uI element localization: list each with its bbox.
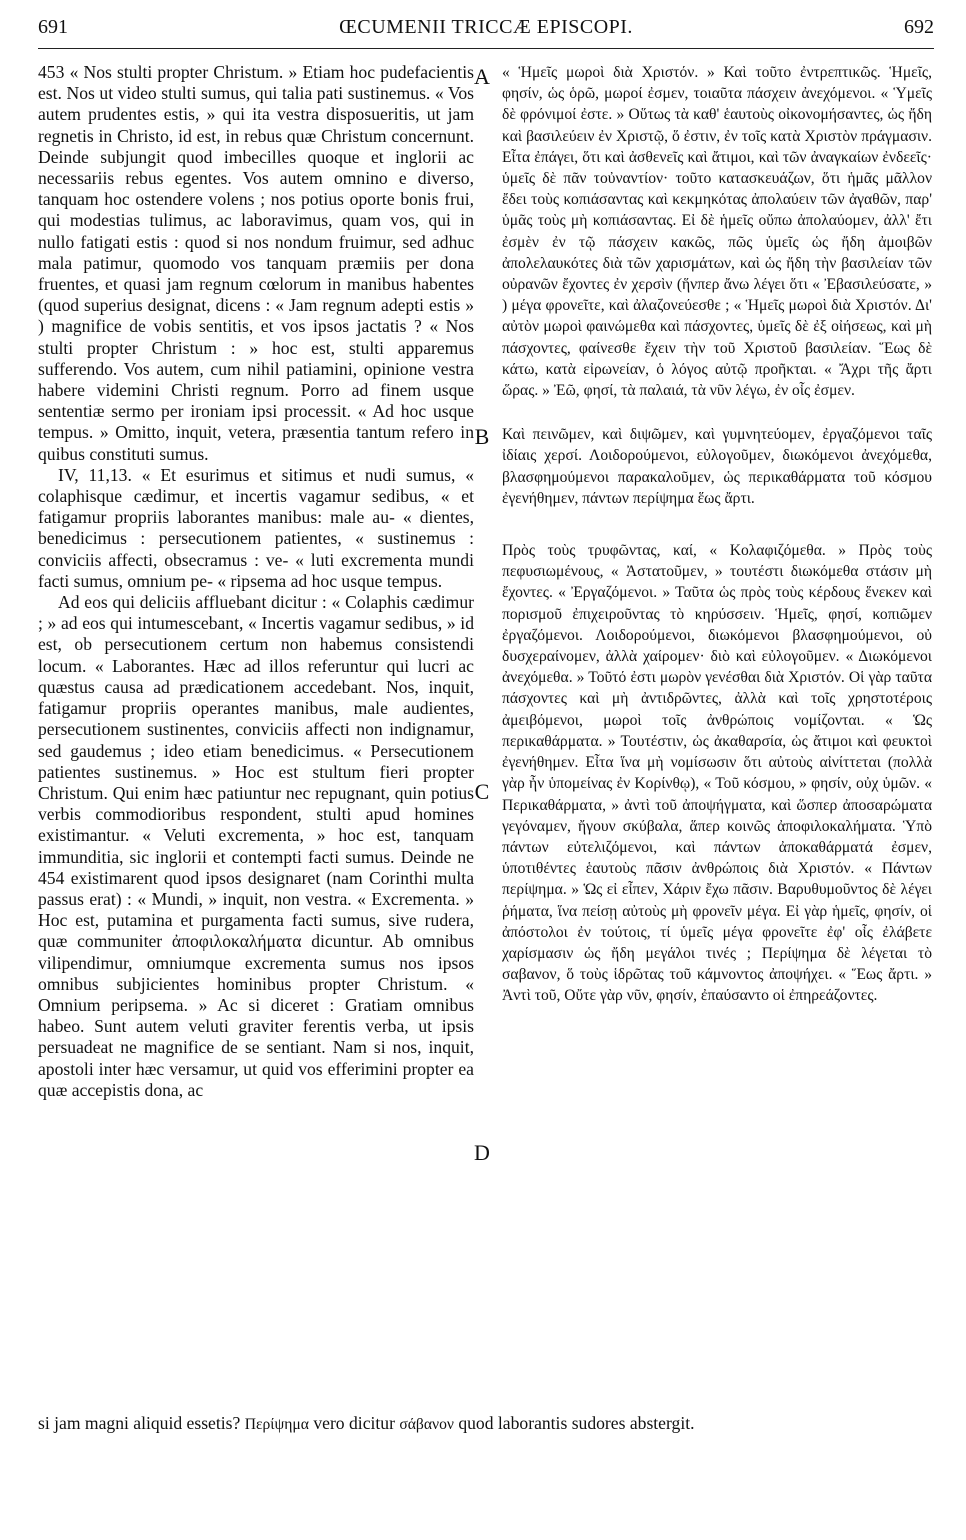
page-number-left: 691 xyxy=(38,16,68,38)
column-marker-a: A xyxy=(474,64,490,89)
latin-paragraph-3: Ad eos qui deliciis affluebant dicitur : « Colaphis cædimur ; » ad eos qui intumescebant, « Incertis vagamur sedibus, » id est, ob persecutionem certum non habemus consistendi locum. « Laborantes. Hæc ad illos referuntur qui lucri ac quæstus causa ad prædicationem accedebant. Nos, inquit, fatigamur propriis operantes manibus, male audientes, persecutionem sustinentes, conviciis affecti non indignamur, sed gaudemus ; ideo etiam benedicimus. « Persecutionem patientes sustinemus. » Hoc est stultum fieri propter Christum. Qui enim hæc patiuntur nec repugnant, quin potius verbis commodioribus respondent, stulti apud homines existimantur. « Veluti excrementa, » hoc est, tanquam immunditia, sic inglorii et contempti facti sumus. Deinde ne 454 existimarent quod ipsos designaret (nam Corinthi multa passus erat) : « Mundi, » inquit, non vestra. « Excrementa. » Hoc est, putamina et purgamenta facti sumus, sive rudera, quæ communiter ἀποφιλοκαλήματα dicuntur. Ab omnibus vilipendimur, omniumque excrementa sumus nos ipsos omnibus subjicientes hominibus propter Christum. « Omnium peripsema. » Ac si diceret : Gratiam omnibus habeo. Sunt autem veluti graviter ferentis verba, ut ipsis persuadeat ne magnifice de se sentiant. Nam si nos, inquit, apostoli inter hæc versamur, ut quid vos efferimini propter ea quæ accepistis dona, ac xyxy=(38,592,474,1100)
column-marker-d: D xyxy=(474,1140,490,1165)
greek-paragraph-2: Καὶ πεινῶμεν, καὶ διψῶμεν, καὶ γυμνητεύομεν, ἐργαζόμενοι ταῖς ἰδίαις χερσί. Λοιδορούμενοι, εὐλογοῦμεν, διωκόμενοι ἀνεχόμεθα, βλασφημούμενοι παρακαλοῦμεν, ὡς περικαθάρματα τοῦ κόσμου ἐγενήθημεν, πάντων περίψημα ἕως ἄρτι. xyxy=(502,426,932,507)
bottom-greek-word-2: σάβανον xyxy=(399,1416,454,1433)
latin-paragraph-1: 453 « Nos stulti propter Christum. » Etiam hoc pudefacientis est. Nos ut video stulti sumus, qui talia pati sustinemus. « Vos autem prudentes estis, » qui ita vestra disposueritis, ut jam regnetis in Christo, id est, in rebus quæ Christum concernunt. Deinde subjungit quod imbecilles quoque et inglorii ac necessariis rebus egentes. Vos autem omnino e diverso, tanquam hoc ostendere volens ; nos potius oporte bonis frui, qui modestias tulimus, ac laboravimus, quam vos, qui in nullo fatigati estis : quod si nos nondum fruimur, sed adhuc mala patimur, quomodo vos tanquam præmiis per dona fruentes, et quasi jam regnum cœlorum in manibus habentes (quod superius designat, dicens : « Jam regnum adepti estis » ) magnifice de vobis sentitis, et vos ipsos jactatis ? « Nos stulti propter Christum : » hoc est, stulti apparemus sufferendo. Vos autem, cum nihil patiamini, opinione vestra habere videmini Christi regnum. Porro ad finem usque sententiæ sermo per ironiam ipsi processit. « Ad hoc usque tempus. » Omitto, inquit, vetera, præsentia tantum refero in quibus constituti sumus. xyxy=(38,62,474,464)
page-number-right: 692 xyxy=(904,16,934,38)
column-marker-b: B xyxy=(474,424,490,449)
bottom-latin-end: quod laborantis sudores abstergit. xyxy=(458,1413,695,1433)
bottom-greek-word: Περίψημα xyxy=(244,1416,309,1433)
running-header xyxy=(38,12,934,46)
bottom-latin-mid: vero dicitur xyxy=(313,1413,395,1433)
latin-column xyxy=(38,62,474,1101)
greek-spacer-1 xyxy=(502,401,932,424)
bottom-continuation-line xyxy=(38,1413,936,1435)
greek-paragraph-3: Πρὸς τοὺς τρυφῶντας, καί, « Κολαφιζόμεθα. » Πρὸς τοὺς πεφυσιωμένους, « Ἀστατοῦμεν, » τουτέστι διωκόμεθα στάσιν μὴ ἔχοντες. « Ἐργαζόμενοι. » Ταῦτα ὡς πρὸς τοὺς κέρδους ἕνεκεν καὶ πορισμοῦ ἐπιχειροῦντας τὸ κηρύσσειν. Ἡμεῖς, φησί, κοπιῶμεν ἐργαζόμενοι. Λοιδορούμενοι, διωκόμενοι βλασφημούμενοι, οὐ δυσχεραίνομεν, ἀλλὰ χαίρομεν· διὸ καὶ εὐλογοῦμεν. « Διωκόμενοι ἀνεχόμεθα. » Τοῦτό ἐστι μωρὸν γενέσθαι διὰ Χριστόν. Οἱ γὰρ ταῦτα πάσχοντες καὶ μὴ ἀντιδρῶντες, ἀλλὰ καὶ τοῖς χρηστοτέροις ἀμειβόμενοι, μωροὶ τοῖς ἀνθρώποις νομίζονται. « Ὡς περικαθάρματα. » Τουτέστιν, ὡς ἀκαθαρσία, ὡς ἄτιμοι καὶ φευκτοὶ ἐγενήθημεν. Εἶτα ἵνα μὴ νομίσωσιν ὅτι αὐτοὺς αἰνίττεται (πολλὰ γὰρ ἦν ὑπομείνας ἐν Κορίνθῳ), « Τοῦ κόσμου, » φησίν, οὐχ ὑμῶν. « Περικαθάρματα, » ἀντὶ τοῦ ἀποψήγματα, καὶ ὥσπερ ἀποσαρώματα γεγόναμεν, ἤγουν σκύβαλα, ἅπερ κοινῶς ἀποφιλοκαλήματα. Ὑπὸ πάντων εὐτελιζόμενοι, καὶ πάντων ἀποκαθάρματά ἐσμεν, ὑποτιθέντες ἑαυτοὺς πᾶσιν ἀνθρώποις διὰ Χριστόν. « Πάντων περίψημα. » Ὡς εἰ εἶπεν, Χάριν ἔχω πᾶσιν. Βαρυθυμοῦντος δὲ λέγει ῥήματα, ἵνα πείσῃ αὐτοὺς μὴ φρονεῖν μέγα. Εἰ γὰρ ἡμεῖς, φησίν, οἱ ἀπόστολοι ἐν τούτοις, τί ὑμεῖς μέγα φρονεῖτε ἐφ' οἷς ἐλάβετε χαρίσμασιν ὡς ἤδη μεγάλοι τινές ; Περίψημα δὲ λέγεται τὸ σαβανον, ὅ τοὺς ἱδρῶτας τοῦ κάμνοντος ἀποψήχει. « Ἕως ἄρτι. » Ἀντὶ τοῦ, Οὔτε γὰρ νῦν, φησίν, ἐπαύσαντο οἱ ἐπηρεάζοντες. xyxy=(502,542,932,1005)
greek-column xyxy=(502,62,932,1007)
greek-paragraph-1: « Ἡμεῖς μωροὶ διὰ Χριστόν. » Καὶ τοῦτο ἐντρεπτικῶς. Ἡμεῖς, φησίν, ὡς ὁρῶ, μωροί ἐσμεν, τοιαῦτα πάσχειν ἀνεχόμενοι. « Ὑμεῖς δὲ φρόνιμοί ἐστε. » Οὕτως τὰ καθ' ἑαυτοὺς οἰκονομήσαντες, ὡς ἤδη καὶ βασιλεύειν ἐν Χριστῷ, ὅ ἐστιν, ἐν τοῖς κατὰ Χριστὸν πράγμασιν. Εἶτα ἐπάγει, ὅτι καὶ ἀσθενεῖς καὶ ἄτιμοι, καὶ τῶν ἀναγκαίων ἐνδεεῖς· ὑμεῖς δὲ πᾶν τοὐναντίον· τοῦτο κατασκευάζων, ὅτι ἡμᾶς μᾶλλον ἔδει τοὺς κοπιάσαντας καὶ κεκμηκότας ἀπολαύειν τῶν ἀγαθῶν, παρ' ὑμᾶς τοὺς μὴ κοπιάσαντας. Εἰ δὲ ἡμεῖς οὔπω ἀπολαύομεν, ἀλλ' ἔτι ἐσμὲν ἐν τῷ πάσχειν κακῶς, πῶς ὑμεῖς ὡς ἤδη ἀμοιβῶν ἀπολελαυκότες διὰ τῶν χαρισμάτων, καὶ ὡς ἤδη τὴν βασιλείαν τῶν οὐρανῶν ἔχοντες ἐν χερσὶν (ἥνπερ ἄνω λέγει ὅτι « Ἐβασιλεύσατε, » ) μέγα φρονεῖτε, καὶ ἀλαζονεύεσθε ; « Ἡμεῖς μωροὶ διὰ Χριστόν. Δι' αὐτὸν μωροὶ φαινώμεθα καὶ πάσχοντες, ὑμεῖς δὲ ἐξ οἰήσεως, καὶ μὴ πάσχοντες, φαίνεσθε ἔχειν τὴν τοῦ Χριστοῦ βασιλείαν. Ἕως δὲ κάτω, κατὰ εἰρωνείαν, ὁ λόγος αὐτῷ προῆκται. « Ἄχρι τῆς ἄρτι ὥρας. » Ἐῶ, φησί, τὰ παλαιά, τὰ νῦν λέγω, ἐν οἷς ἐσμεν. xyxy=(502,64,932,400)
greek-spacer-2 xyxy=(502,509,932,540)
column-marker-c: C xyxy=(474,779,490,804)
running-title: ŒCUMENII TRICCÆ EPISCOPI. xyxy=(339,16,633,38)
bottom-latin-start: si jam magni aliquid essetis? xyxy=(38,1413,241,1433)
latin-paragraph-2: IV, 11,13. « Et esurimus et sitimus et nudi sumus, « colaphisque cædimur, et incertis vagamur sedibus, « et fatigamur propriis laborantes manibus: male au- « dientes, benedicimus : persecutionem patientes, « sustinemus : conviciis affecti, obsecramus : ve- « luti excrementa mundi facti sumus, omnium pe- « ripsema ad hoc usque tempus. xyxy=(38,464,474,591)
header-rule xyxy=(38,48,934,49)
